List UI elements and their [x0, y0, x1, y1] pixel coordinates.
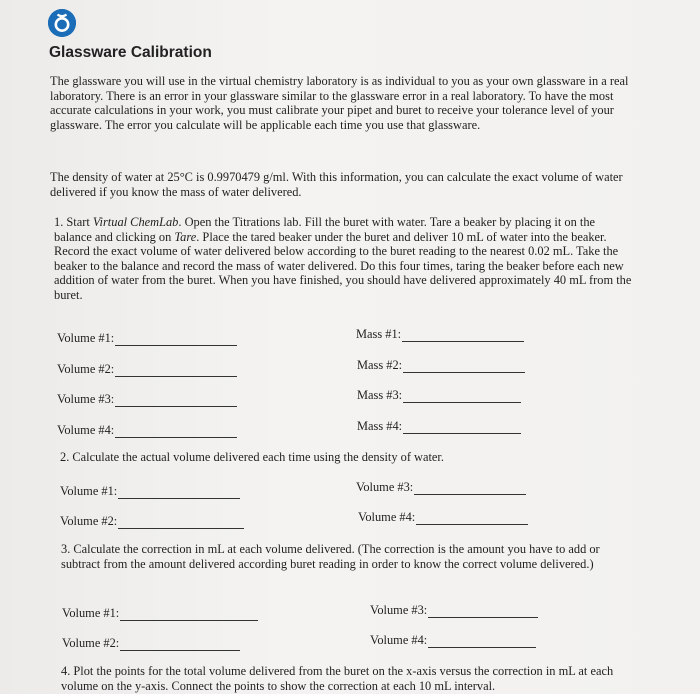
s1-mass-1-input[interactable] — [402, 329, 524, 342]
s1-volume-2-field — [57, 362, 237, 377]
s1-mass-1-label: Mass #1: — [356, 327, 402, 341]
s1-volume-3-label: Volume #3: — [57, 392, 115, 406]
s1-volume-3-field — [57, 392, 237, 407]
s1-mass-3-field — [357, 388, 521, 403]
step-1-text-a: . Open the Titrations lab. Fill the buret with water. Tare a beaker by placing it on the balance and clicking on — [54, 215, 596, 244]
intro-paragraph-2: The density of water at 25°C is 0.9970479 g/ml. With this information, you can calculate the exact volume of water delivered if you know the mass of water delivered. — [50, 170, 623, 199]
s1-mass-3-label: Mass #3: — [357, 388, 403, 402]
intro-paragraph-1: The glassware you will use in the virtual chemistry laboratory is as individual to you as your own glassware in a real laboratory. There is an error in your glassware similar to the glassware error in a real laboratory. To have the most accurate calculations in your work, you must calibrate your pipet and buret to receive your tolerance level of your glassware. The error you calculate will be applicable each time you use that glassware. — [50, 74, 629, 132]
s3-volume-1-field — [62, 606, 258, 621]
s2-volume-4-field — [358, 510, 528, 525]
s1-mass-2-input[interactable] — [403, 360, 525, 373]
s3-volume-3-label: Volume #3: — [370, 603, 428, 617]
s2-volume-2-label: Volume #2: — [60, 514, 118, 528]
chemlab-logo-icon — [48, 9, 76, 37]
s3-volume-4-input[interactable] — [428, 635, 536, 648]
s2-volume-4-input[interactable] — [416, 512, 528, 525]
s3-volume-3-field — [370, 603, 538, 618]
s1-mass-3-input[interactable] — [403, 390, 521, 403]
s1-volume-4-input[interactable] — [115, 425, 237, 438]
s1-volume-1-label: Volume #1: — [57, 331, 115, 345]
s3-volume-1-label: Volume #1: — [62, 606, 120, 620]
s2-volume-3-field — [356, 480, 526, 495]
step-1-instructions — [54, 215, 634, 303]
s1-volume-3-input[interactable] — [115, 394, 237, 407]
step-1-tare: Tare — [174, 229, 197, 244]
step-3-instructions: 3. Calculate the correction in mL at each volume delivered. (The correction is the amount you have to add or subtract from the amount delivered according buret reading in order to know the correct volume delivered.) — [61, 542, 600, 571]
step-1-app-name: Virtual ChemLab — [92, 215, 179, 229]
s3-volume-4-field — [370, 633, 536, 648]
s1-mass-1-field — [356, 327, 524, 342]
s1-volume-2-label: Volume #2: — [57, 362, 115, 376]
s1-mass-2-field — [357, 358, 525, 373]
s1-volume-1-input[interactable] — [115, 333, 237, 346]
s1-volume-2-input[interactable] — [115, 364, 237, 377]
s3-volume-1-input[interactable] — [120, 608, 258, 621]
s2-volume-4-label: Volume #4: — [358, 510, 416, 524]
s2-volume-2-input[interactable] — [118, 516, 244, 529]
s2-volume-3-input[interactable] — [414, 482, 526, 495]
s3-volume-2-label: Volume #2: — [62, 636, 120, 650]
step-1-text-b: . Place the tared beaker under the buret and deliver 10 mL of water into the beaker. Record the exact volume of water delivered below according to the buret reading to the nearest 0.02 mL. Take the beaker to the balance and record the mass of water delivered. Do this four times, taring the beaker before each new addition of water from the buret. When you have finished, you should have delivered approximately 40 mL from the buret. — [54, 229, 632, 302]
page-title: Glassware Calibration — [49, 44, 212, 61]
s1-mass-4-label: Mass #4: — [357, 419, 403, 433]
s1-volume-1-field — [57, 331, 237, 346]
step-1-number: 1. Start — [54, 215, 93, 229]
s1-mass-4-input[interactable] — [403, 421, 521, 434]
step-4-instructions: 4. Plot the points for the total volume delivered from the buret on the x-axis versus the correction in mL at each volume on the y-axis. Connect the points to show the correction at each 10 mL interval. — [61, 664, 614, 693]
s2-volume-1-label: Volume #1: — [60, 484, 118, 498]
step-2-instructions: 2. Calculate the actual volume delivered each time using the density of water. — [60, 450, 444, 464]
s3-volume-2-input[interactable] — [120, 638, 240, 651]
s1-mass-4-field — [357, 419, 521, 434]
s1-mass-2-label: Mass #2: — [357, 358, 403, 372]
s3-volume-4-label: Volume #4: — [370, 633, 428, 647]
s2-volume-1-input[interactable] — [118, 486, 240, 499]
s2-volume-1-field — [60, 484, 240, 499]
s3-volume-2-field — [62, 636, 240, 651]
s1-volume-4-field — [57, 423, 237, 438]
s1-volume-4-label: Volume #4: — [57, 423, 115, 437]
s2-volume-3-label: Volume #3: — [356, 480, 414, 494]
s2-volume-2-field — [60, 514, 244, 529]
s3-volume-3-input[interactable] — [428, 605, 538, 618]
